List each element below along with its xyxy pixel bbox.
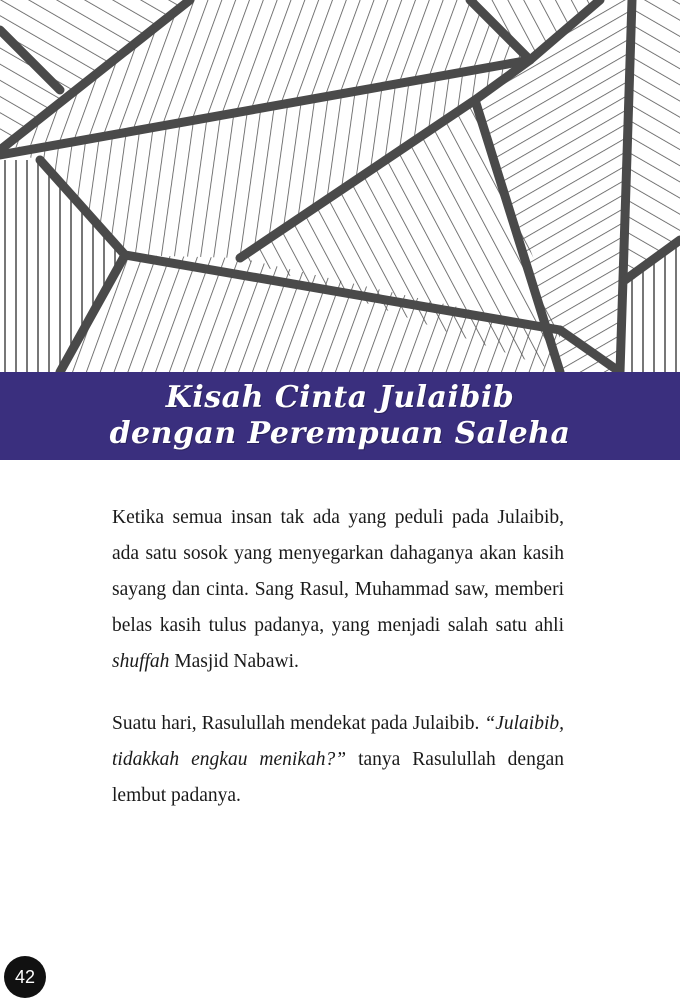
paragraph-1-text-end: Masjid Nabawi. <box>169 651 299 672</box>
page-number-badge: 42 <box>4 956 46 998</box>
body-text <box>112 500 564 840</box>
chapter-title-line-1: Kisah Cinta Julaibib <box>165 380 515 415</box>
geometric-pattern-illustration <box>0 0 680 372</box>
paragraph-2-text-end: tanya Rasulullah dengan lembut padanya. <box>112 749 564 806</box>
paragraph-1-text-start: Ketika semua insan tak ada yang peduli pada Julaibib, ada satu sosok yang menyegarkan dahaganya akan kasih sayang dan cinta. Sang Rasul, Muhammad saw, memberi belas kasih tulus padanya, yang menjadi salah satu ahli <box>112 507 564 636</box>
paragraph-1-italic-term: shuffah <box>112 651 170 672</box>
paragraph-2-italic-quote: “Julaibib, tidakkah engkau menikah?” <box>112 713 564 770</box>
chapter-title-line-2: dengan Perempuan Saleha <box>109 416 571 451</box>
paragraph-1 <box>112 500 564 680</box>
chapter-title-band <box>0 372 680 460</box>
paragraph-2 <box>112 706 564 814</box>
paragraph-2-text-start: Suatu hari, Rasulullah mendekat pada Julaibib. <box>112 713 485 734</box>
